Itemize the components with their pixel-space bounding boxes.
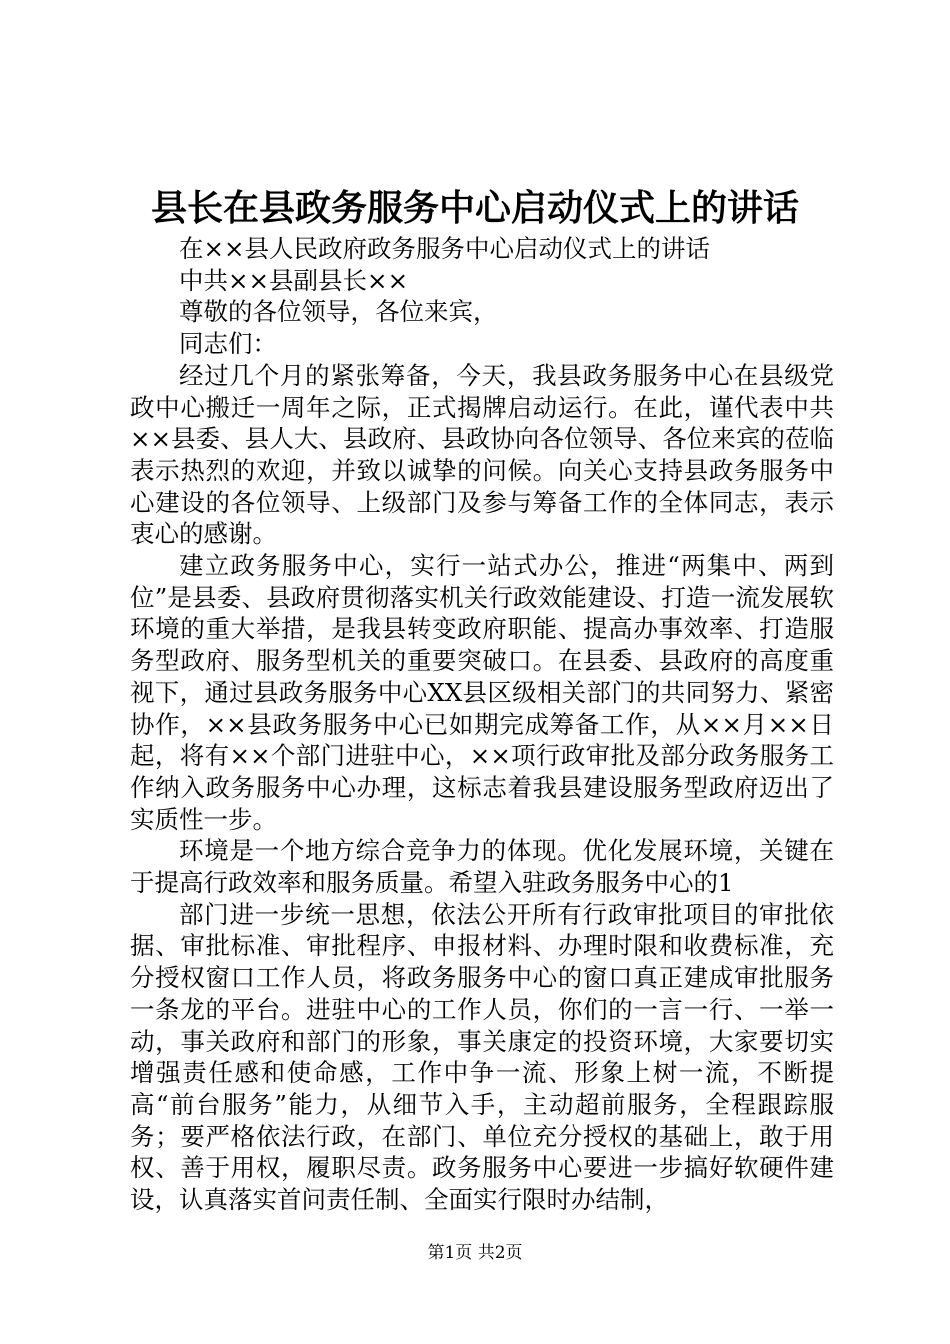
document-body bbox=[130, 233, 834, 1216]
speaker-line: 中共××县副县长×× bbox=[179, 265, 409, 295]
body-paragraph: 部门进一步统一思想，依法公开所有行政审批项目的审批依据、审批标准、审批程序、申报材料、办理时限和收费标准，充分授权窗口工作人员，将政务服务中心的窗口真正建成审批服务一条龙的平台。进驻中心的工作人员，你们的一言一行、一举一动，事关政府和部门的形象，事关康定的投资环境，大家要切实增强责任感和使命感，工作中争一流、形象上树一流，不断提高“前台服务”能力，从细节入手，主动超前服务，全程跟踪服务；要严格依法行政，在部门、单位充分授权的基础上，敢于用权、善于用权，履职尽责。政务服务中心要进一步搞好软硬件建设，认真落实首问责任制、全面实行限时办结制， bbox=[130, 899, 834, 1215]
speech-heading: 在××县人民政府政务服务中心启动仪式上的讲话 bbox=[179, 234, 711, 263]
body-paragraph: 环境是一个地方综合竞争力的体现。优化发展环境，关键在于提高行政效率和服务质量。希望入驻政务服务中心的1 bbox=[130, 836, 834, 898]
salutation-comrades: 同志们： bbox=[179, 329, 277, 359]
body-paragraph: 经过几个月的紧张筹备，今天，我县政务服务中心在县级党政中心搬迁一周年之际，正式揭牌启动运行。在此，谨代表中共××县委、县人大、县政府、县政协向各位领导、各位来宾的莅临表示热烈的欢迎，并致以诚挚的问候。向关心支持县政务服务中心建设的各位领导、上级部门及参与筹备工作的全体同志，表示衷心的感谢。 bbox=[130, 360, 834, 549]
salutation: 尊敬的各位领导，各位来宾， bbox=[179, 297, 498, 327]
page-footer: 第1页 共2页 bbox=[427, 1243, 523, 1263]
document-title: 县长在县政务服务中心启动仪式上的讲话 bbox=[150, 187, 799, 229]
body-paragraph: 建立政务服务中心，实行一站式办公，推进“两集中、两到位”是县委、县政府贯彻落实机关行政效能建设、打造一流发展软环境的重大举措，是我县转变政府职能、提高办事效率、打造服务型政府、服务型机关的重要突破口。在县委、县政府的高度重视下，通过县政务服务中心XX县区级相关部门的共同努力、紧密协作，××县政务服务中心已如期完成筹备工作，从××月××日起，将有××个部门进驻中心，××项行政审批及部分政务服务工作纳入政务服务中心办理，这标志着我县建设服务型政府迈出了实质性一步。 bbox=[130, 551, 834, 834]
